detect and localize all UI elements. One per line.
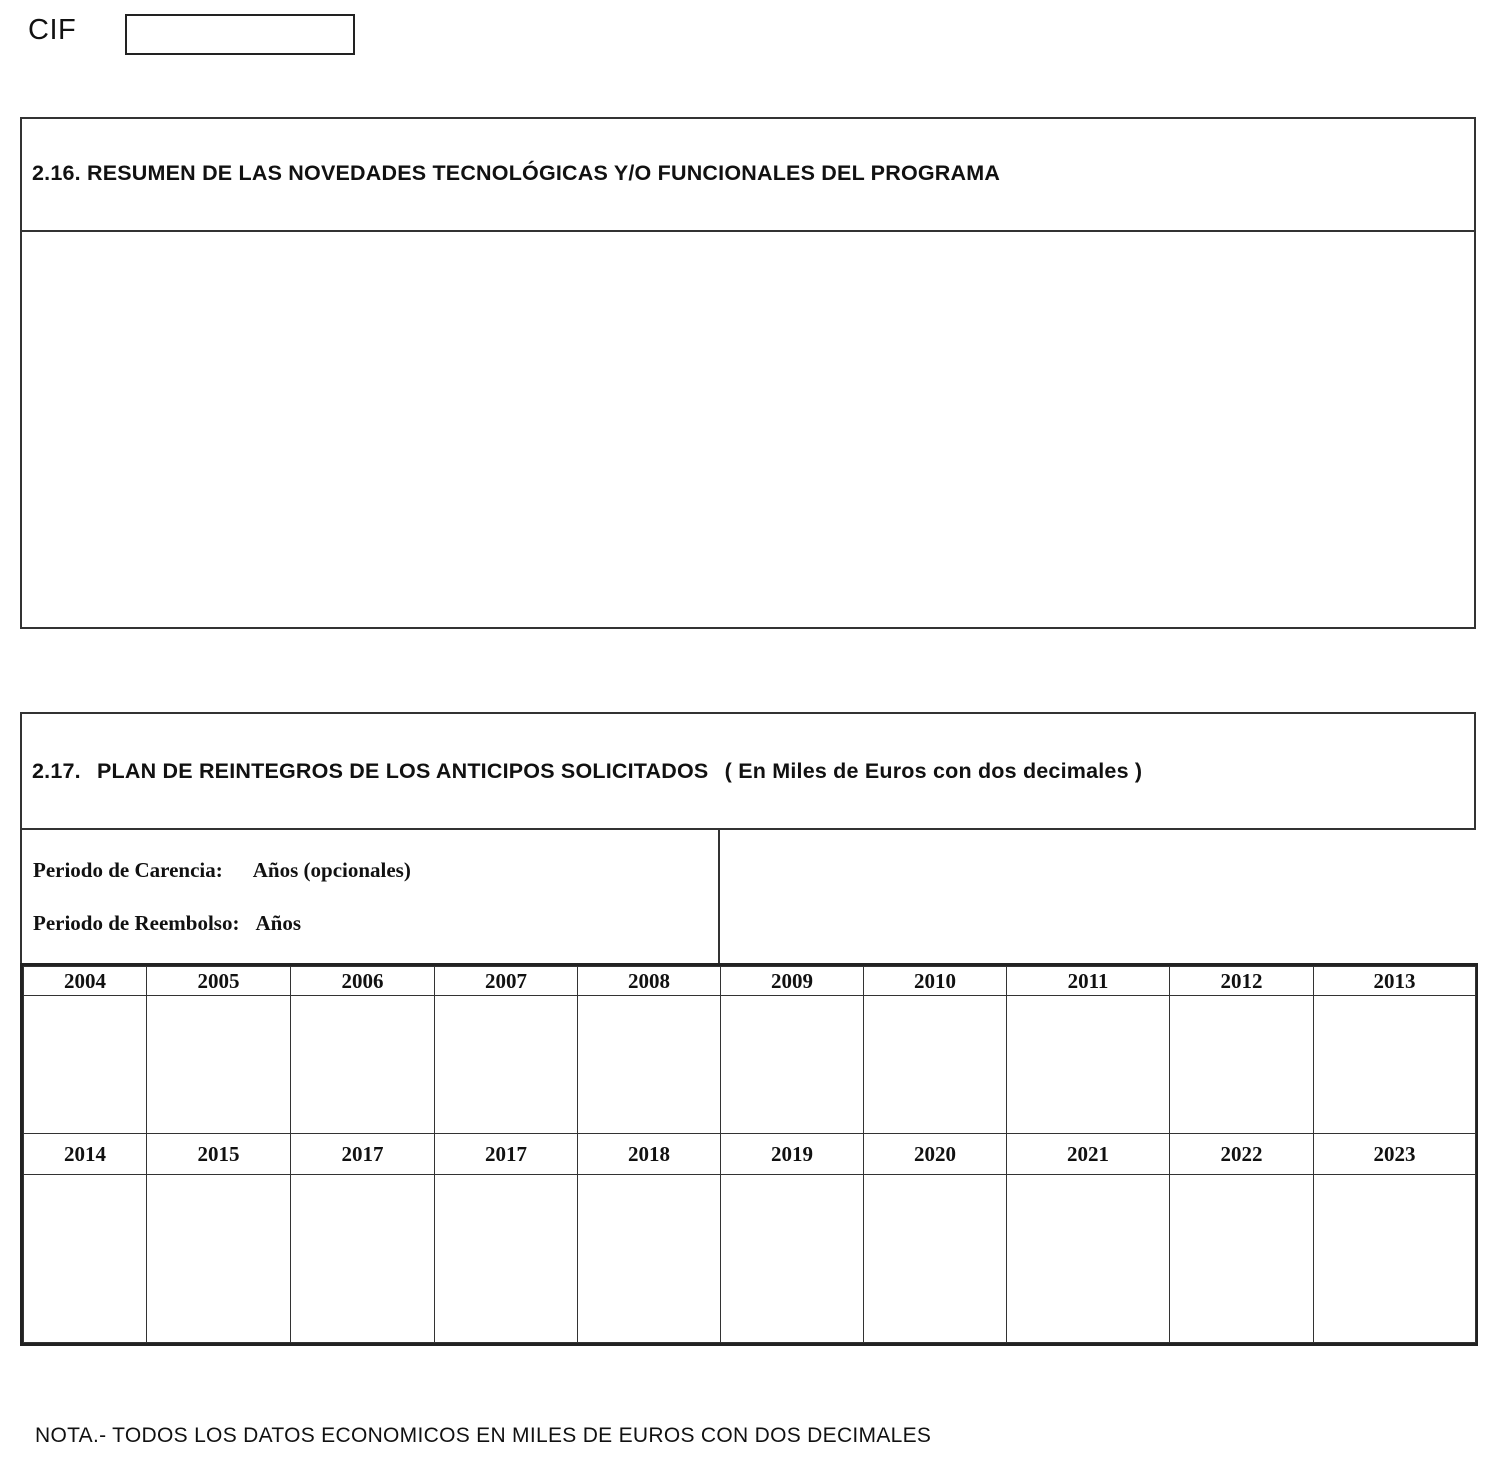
- amount-cell[interactable]: [864, 1175, 1007, 1343]
- amount-row-1: [24, 996, 1476, 1134]
- amount-cell[interactable]: [147, 1175, 291, 1343]
- year-cell: 2004: [24, 967, 147, 996]
- amount-cell[interactable]: [721, 1175, 864, 1343]
- periodo-carencia-label: Periodo de Carencia:: [33, 858, 223, 882]
- section-217-subtitle: ( En Miles de Euros con dos decimales ): [724, 759, 1143, 783]
- cif-input-box[interactable]: [125, 14, 355, 55]
- section-216-text-area[interactable]: [22, 232, 1474, 627]
- amount-cell[interactable]: [1007, 996, 1170, 1134]
- year-cell: 2009: [721, 967, 864, 996]
- amount-cell[interactable]: [721, 996, 864, 1134]
- amount-cell[interactable]: [24, 1175, 147, 1343]
- year-cell: 2010: [864, 967, 1007, 996]
- amount-cell[interactable]: [291, 996, 435, 1134]
- periodo-carencia-unit: Años (opcionales): [252, 858, 411, 882]
- year-cell: 2018: [578, 1134, 721, 1175]
- cif-label: CIF: [28, 14, 77, 46]
- year-cell: 2013: [1314, 967, 1476, 996]
- periodo-reembolso-label: Periodo de Reembolso:: [33, 911, 240, 935]
- section-216: [20, 117, 1476, 629]
- year-cell: 2020: [864, 1134, 1007, 1175]
- amount-cell[interactable]: [1314, 996, 1476, 1134]
- year-cell: 2017: [435, 1134, 578, 1175]
- amount-cell[interactable]: [1170, 1175, 1314, 1343]
- amount-cell[interactable]: [435, 996, 578, 1134]
- section-217-number: 2.17.: [32, 759, 81, 783]
- year-cell: 2015: [147, 1134, 291, 1175]
- year-cell: 2011: [1007, 967, 1170, 996]
- reintegros-grid: [20, 963, 1478, 1346]
- footer-note: NOTA.- TODOS LOS DATOS ECONOMICOS EN MILES DE EUROS CON DOS DECIMALES: [35, 1424, 932, 1447]
- amount-cell[interactable]: [1170, 996, 1314, 1134]
- amount-cell[interactable]: [864, 996, 1007, 1134]
- year-cell: 2006: [291, 967, 435, 996]
- year-cell: 2022: [1170, 1134, 1314, 1175]
- year-header-row-1: [24, 967, 1476, 996]
- amount-cell[interactable]: [435, 1175, 578, 1343]
- periodo-carencia-row: [33, 858, 411, 883]
- year-cell: 2023: [1314, 1134, 1476, 1175]
- year-cell: 2017: [291, 1134, 435, 1175]
- year-cell: 2014: [24, 1134, 147, 1175]
- year-cell: 2019: [721, 1134, 864, 1175]
- amount-cell[interactable]: [291, 1175, 435, 1343]
- section-217-title: [32, 759, 1142, 784]
- year-cell: 2008: [578, 967, 721, 996]
- amount-cell[interactable]: [147, 996, 291, 1134]
- section-217-heading: PLAN DE REINTEGROS DE LOS ANTICIPOS SOLICITADOS: [97, 759, 709, 783]
- section-216-header: [22, 119, 1474, 232]
- amount-cell[interactable]: [578, 996, 721, 1134]
- periodo-reembolso-unit: Años: [255, 911, 301, 935]
- year-cell: 2021: [1007, 1134, 1170, 1175]
- year-cell: 2007: [435, 967, 578, 996]
- amount-row-2: [24, 1175, 1476, 1343]
- year-cell: 2005: [147, 967, 291, 996]
- amount-cell[interactable]: [1007, 1175, 1170, 1343]
- year-cell: 2012: [1170, 967, 1314, 996]
- year-header-row-2: [24, 1134, 1476, 1175]
- section-217-header: [20, 712, 1476, 830]
- amount-cell[interactable]: [1314, 1175, 1476, 1343]
- periodo-reembolso-row: [33, 911, 301, 936]
- period-box: [20, 828, 720, 965]
- section-216-title: 2.16. RESUMEN DE LAS NOVEDADES TECNOLÓGICAS Y/O FUNCIONALES DEL PROGRAMA: [32, 161, 1001, 185]
- amount-cell[interactable]: [24, 996, 147, 1134]
- amount-cell[interactable]: [578, 1175, 721, 1343]
